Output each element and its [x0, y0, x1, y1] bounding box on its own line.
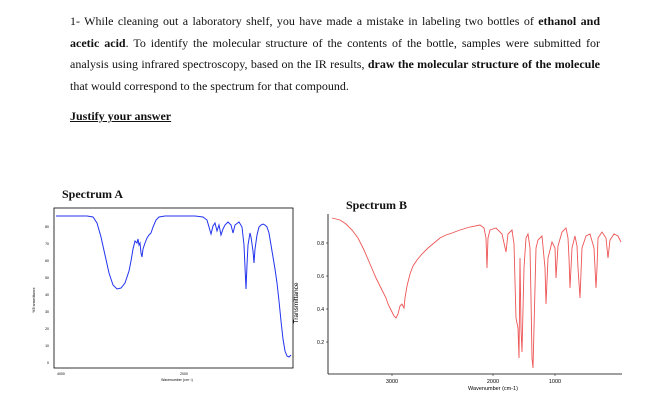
a-xtick-0: 4000: [57, 372, 65, 376]
b-xtick-1: 2000: [486, 379, 500, 385]
question-line-1: 1- While cleaning out a laboratory shelf, you have made a mistake in labeling two bottles of: [70, 14, 534, 28]
a-ytick-6: 20: [45, 327, 49, 331]
spectrum-a-yticks: [45, 225, 49, 365]
spectrum-a-ylabel: %Transmittance: [32, 287, 36, 313]
a-ytick-4: 40: [45, 293, 49, 297]
a-ytick-5: 30: [45, 310, 49, 314]
a-ytick-0: 80: [45, 225, 49, 229]
spectrum-a-title: Spectrum A: [62, 187, 123, 201]
spectrum-a-trace: [56, 216, 291, 357]
a-ytick-7: 10: [45, 344, 49, 348]
spectrum-b-trace: [332, 218, 621, 368]
a-xtick-1: 2000: [180, 372, 188, 376]
b-xtick-0: 3000: [385, 379, 399, 385]
b-ytick-2: 0.4: [317, 307, 324, 313]
b-xtick-2: 1000: [548, 379, 562, 385]
instruction-bold-2: molecular structure of the molecule: [417, 57, 601, 71]
spectrum-b-ylabel: Transmittance: [293, 282, 300, 324]
spectrum-b-xlabel: Wavenumber (cm-1): [468, 386, 518, 392]
question-line-4: that would correspond to the spectrum for that compound.: [70, 78, 349, 93]
question-line-3: were submitted for analysis using infrared spectroscopy, based on the IR results,: [70, 35, 600, 71]
spectrum-b-xticks: [386, 374, 561, 385]
spectrum-b-chart: [290, 208, 625, 400]
spectrum-a-chart: [25, 205, 295, 383]
question-text: [70, 11, 600, 97]
b-ytick-3: 0.2: [317, 340, 324, 346]
instruction-bold-1: draw the: [367, 57, 414, 71]
a-ytick-8: 0: [47, 361, 49, 365]
justify-instruction: Justify your answer: [70, 109, 172, 123]
a-ytick-1: 70: [45, 242, 49, 246]
b-ytick-1: 0.6: [317, 274, 324, 280]
spectrum-a-xlabel: Wavenumber (cm⁻¹): [161, 378, 193, 382]
a-ytick-3: 50: [45, 276, 49, 280]
a-ytick-2: 60: [45, 259, 49, 263]
spectrum-b-title: Spectrum B: [346, 198, 407, 212]
question-line-2: . To identify the molecular structure of the contents of the bottle, samples: [125, 35, 501, 50]
spectrum-a-frame: [54, 208, 293, 368]
b-ytick-0: 0.8: [317, 241, 324, 247]
compound-names: ethanol and acetic acid: [70, 14, 600, 50]
spectrum-b-yticks: [317, 241, 328, 346]
